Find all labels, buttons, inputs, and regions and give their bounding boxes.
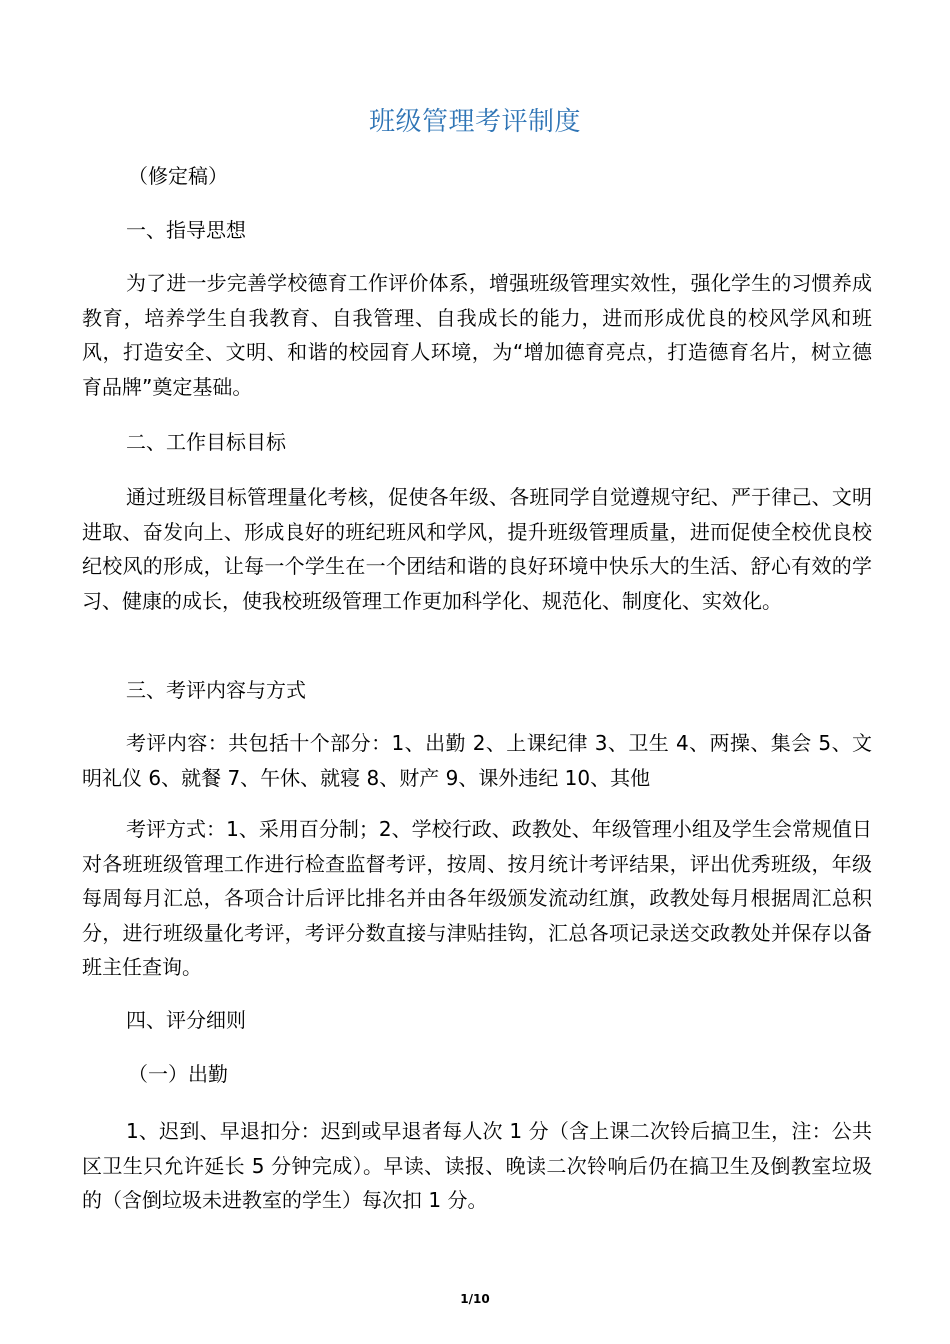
section-paragraph-guiding-ideology: 为了进一步完善学校德育工作评价体系，增强班级管理实效性，强化学生的习惯养成教育，培养学生自我教育、自我管理、自我成长的能力，进而形成优良的校风学风和班风，打造安全、文明、和谐的校园育人环境，为“增加德育亮点，打造德育名片，树立德育品牌”奠定基础。	[82, 271, 872, 399]
page-number: 1/10	[460, 1292, 490, 1306]
revision-note: （修定稿）	[128, 164, 228, 188]
subsection-heading-attendance: （一）出勤	[128, 1062, 228, 1086]
section-heading-scoring-rules: 四、评分细则	[126, 1008, 246, 1032]
document-title: 班级管理考评制度	[368, 107, 581, 137]
section-heading-work-goals: 二、工作目标目标	[126, 430, 286, 454]
section-heading-guiding-ideology: 一、指导思想	[126, 218, 246, 242]
evaluation-method-paragraph: 考评方式：1、采用百分制；2、学校行政、政教处、年级管理小组及学生会常规值日对各班班级管理工作进行检查监督考评，按周、按月统计考评结果，评出优秀班级，年级每周每月汇总，各项合计后评比排名并由各年级颁发流动红旗，政教处每月根据周汇总积分，进行班级量化考评，考评分数直接与津贴挂钩，汇总各项记录送交政教处并保存以备班主任查询。	[82, 817, 872, 979]
section-heading-evaluation: 三、考评内容与方式	[126, 678, 306, 702]
attendance-rule-paragraph: 1、迟到、早退扣分：迟到或早退者每人次 1 分（含上课二次铃后搞卫生，注：公共区卫生只允许延长 5 分钟完成）。早读、读报、晚读二次铃响后仍在搞卫生及倒教室垃圾的（含倒垃圾未进教室的学生）每次扣 1 分。	[82, 1119, 872, 1212]
evaluation-content-paragraph: 考评内容：共包括十个部分：1、出勤 2、上课纪律 3、卫生 4、两操、集会 5、文明礼仪 6、就餐 7、午休、就寝 8、财产 9、课外违纪 10、其他	[82, 731, 872, 790]
section-paragraph-work-goals: 通过班级目标管理量化考核，促使各年级、各班同学自觉遵规守纪、严于律己、文明进取、奋发向上、形成良好的班纪班风和学风，提升班级管理质量，进而促使全校优良校纪校风的形成，让每一个学生在一个团结和谐的良好环境中快乐大的生活、舒心有效的学习、健康的成长，使我校班级管理工作更加科学化、规范化、制度化、实效化。	[82, 485, 872, 613]
